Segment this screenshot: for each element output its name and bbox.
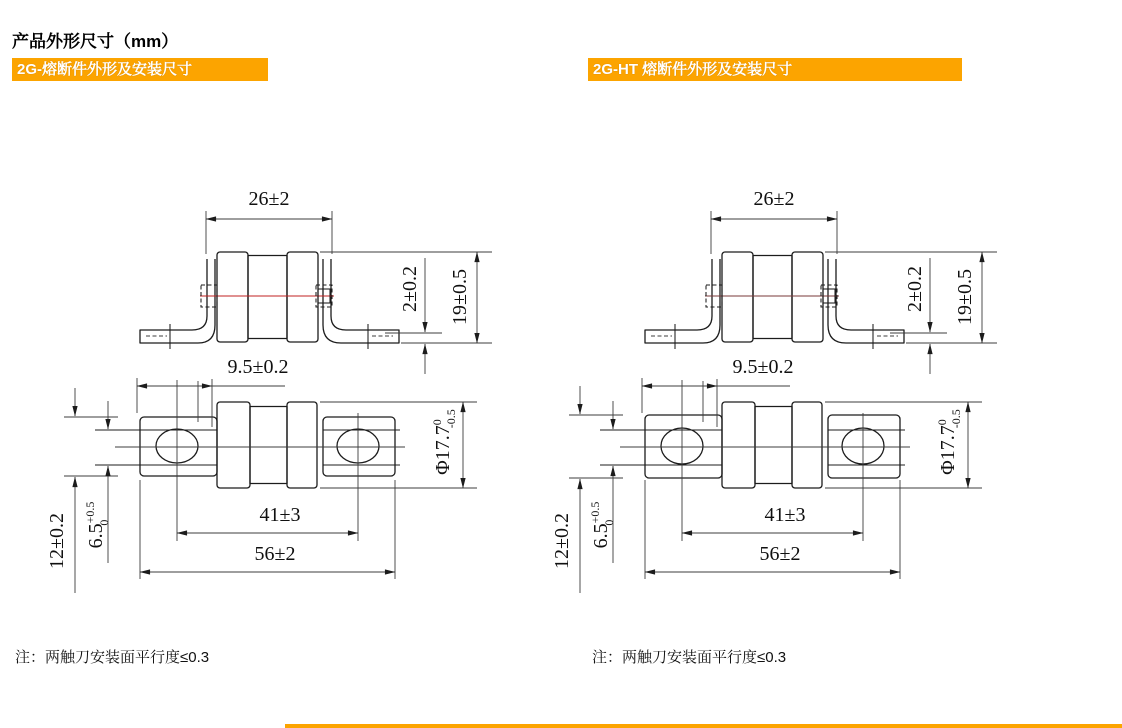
left-bracket — [645, 259, 720, 343]
dim-blade-width-label: $6.5^{+0.5}0$ — [83, 501, 111, 549]
section-header-2g: 2G-熔断件外形及安装尺寸 — [12, 58, 268, 81]
top-view-drawing-2g — [46, 356, 477, 593]
page-title: 产品外形尺寸（mm） — [12, 32, 179, 51]
dim-overall-length-label: 56±2 — [254, 543, 296, 565]
left-bracket — [140, 259, 215, 343]
dim-blade-gap-label: 2±0.2 — [399, 266, 421, 312]
dim-blade-gap-label: 2±0.2 — [904, 266, 926, 312]
dim-overall-length-label: 56±2 — [759, 543, 801, 565]
dim-hole-offset-label: 9.5±0.2 — [227, 356, 289, 378]
dim-body-width-label: 12±0.2 — [46, 513, 68, 569]
right-bracket — [323, 259, 399, 343]
top-view-drawing-2g-ht — [551, 356, 982, 593]
drawing-2g-ht — [545, 175, 1005, 620]
dim-height-label: 19±0.5 — [449, 269, 471, 325]
dim-width-label: 26±2 — [248, 188, 290, 210]
dim-hole-spacing-label: 41±3 — [764, 504, 806, 526]
front-view-drawing-2g — [140, 188, 492, 374]
drawing-2g — [40, 175, 500, 620]
dim-diameter-label: Φ17.7$^0$-0.5 — [935, 409, 963, 475]
front-view-drawing-2g-ht — [645, 188, 997, 374]
next-section-header-strip — [285, 724, 1122, 728]
dim-diameter-label: Φ17.7$^0$-0.5 — [430, 409, 458, 475]
right-bracket — [828, 259, 904, 343]
dim-body-width-label: 12±0.2 — [551, 513, 573, 569]
dim-hole-offset-label: 9.5±0.2 — [732, 356, 794, 378]
section-header-2g-ht: 2G-HT 熔断件外形及安装尺寸 — [588, 58, 962, 81]
note-2g: 注：两触刀安装面平行度≤0.3 — [15, 649, 210, 666]
note-2g-ht: 注：两触刀安装面平行度≤0.3 — [592, 649, 787, 666]
dim-width-label: 26±2 — [753, 188, 795, 210]
dim-blade-width-label: $6.5^{+0.5}0$ — [588, 501, 616, 549]
dim-height-label: 19±0.5 — [954, 269, 976, 325]
dim-hole-spacing-label: 41±3 — [259, 504, 301, 526]
